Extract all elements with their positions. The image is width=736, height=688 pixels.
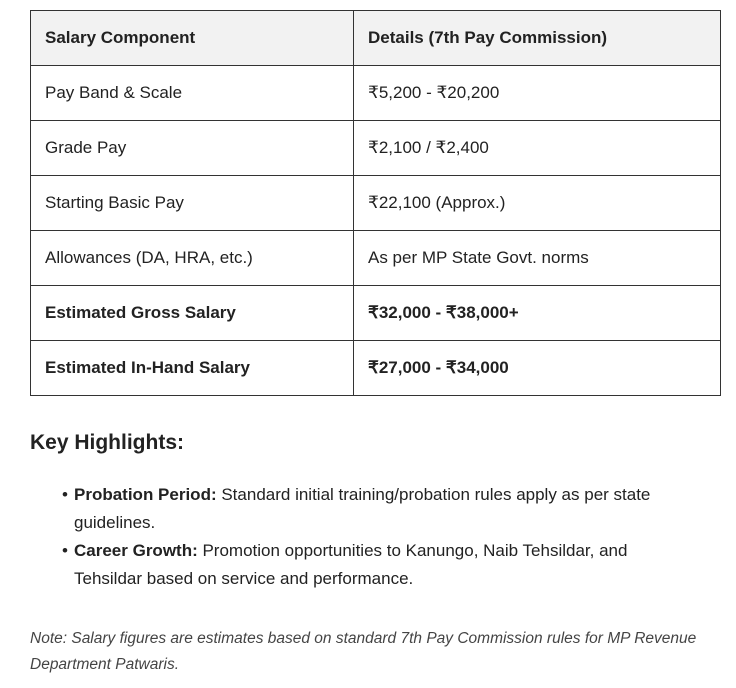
cell-component: Estimated In-Hand Salary xyxy=(31,341,354,396)
table-row xyxy=(31,121,721,176)
table-row xyxy=(31,176,721,231)
cell-details: ₹27,000 - ₹34,000 xyxy=(354,341,721,396)
highlight-label: Probation Period: xyxy=(74,485,217,504)
cell-component: Estimated Gross Salary xyxy=(31,286,354,341)
highlight-label: Career Growth: xyxy=(74,541,198,560)
cell-details: ₹32,000 - ₹38,000+ xyxy=(354,286,721,341)
bullet-icon: • xyxy=(62,541,68,560)
highlight-text: Promotion opportunities to Kanungo, Naib Tehsildar, and Tehsildar based on service and performance. xyxy=(74,541,628,588)
header-details: Details (7th Pay Commission) xyxy=(354,11,721,66)
list-item xyxy=(62,537,692,593)
salary-table xyxy=(30,10,721,396)
table-row xyxy=(31,286,721,341)
cell-details: ₹5,200 - ₹20,200 xyxy=(354,66,721,121)
cell-component: Allowances (DA, HRA, etc.) xyxy=(31,231,354,286)
header-salary-component: Salary Component xyxy=(31,11,354,66)
table-row xyxy=(31,341,721,396)
cell-component: Pay Band & Scale xyxy=(31,66,354,121)
cell-details: As per MP State Govt. norms xyxy=(354,231,721,286)
cell-component: Grade Pay xyxy=(31,121,354,176)
table-row xyxy=(31,231,721,286)
table-row xyxy=(31,66,721,121)
list-item xyxy=(62,481,692,537)
key-highlights-heading: Key Highlights: xyxy=(30,431,185,454)
highlights-list xyxy=(62,481,692,593)
highlight-text: Standard initial training/probation rules apply as per state guidelines. xyxy=(74,485,651,532)
table-header-row xyxy=(31,11,721,66)
cell-details: ₹2,100 / ₹2,400 xyxy=(354,121,721,176)
bullet-icon: • xyxy=(62,485,68,504)
cell-details: ₹22,100 (Approx.) xyxy=(354,176,721,231)
cell-component: Starting Basic Pay xyxy=(31,176,354,231)
footnote: Note: Salary figures are estimates based on standard 7th Pay Commission rules for MP Revenue Department Patwaris. xyxy=(30,630,697,673)
